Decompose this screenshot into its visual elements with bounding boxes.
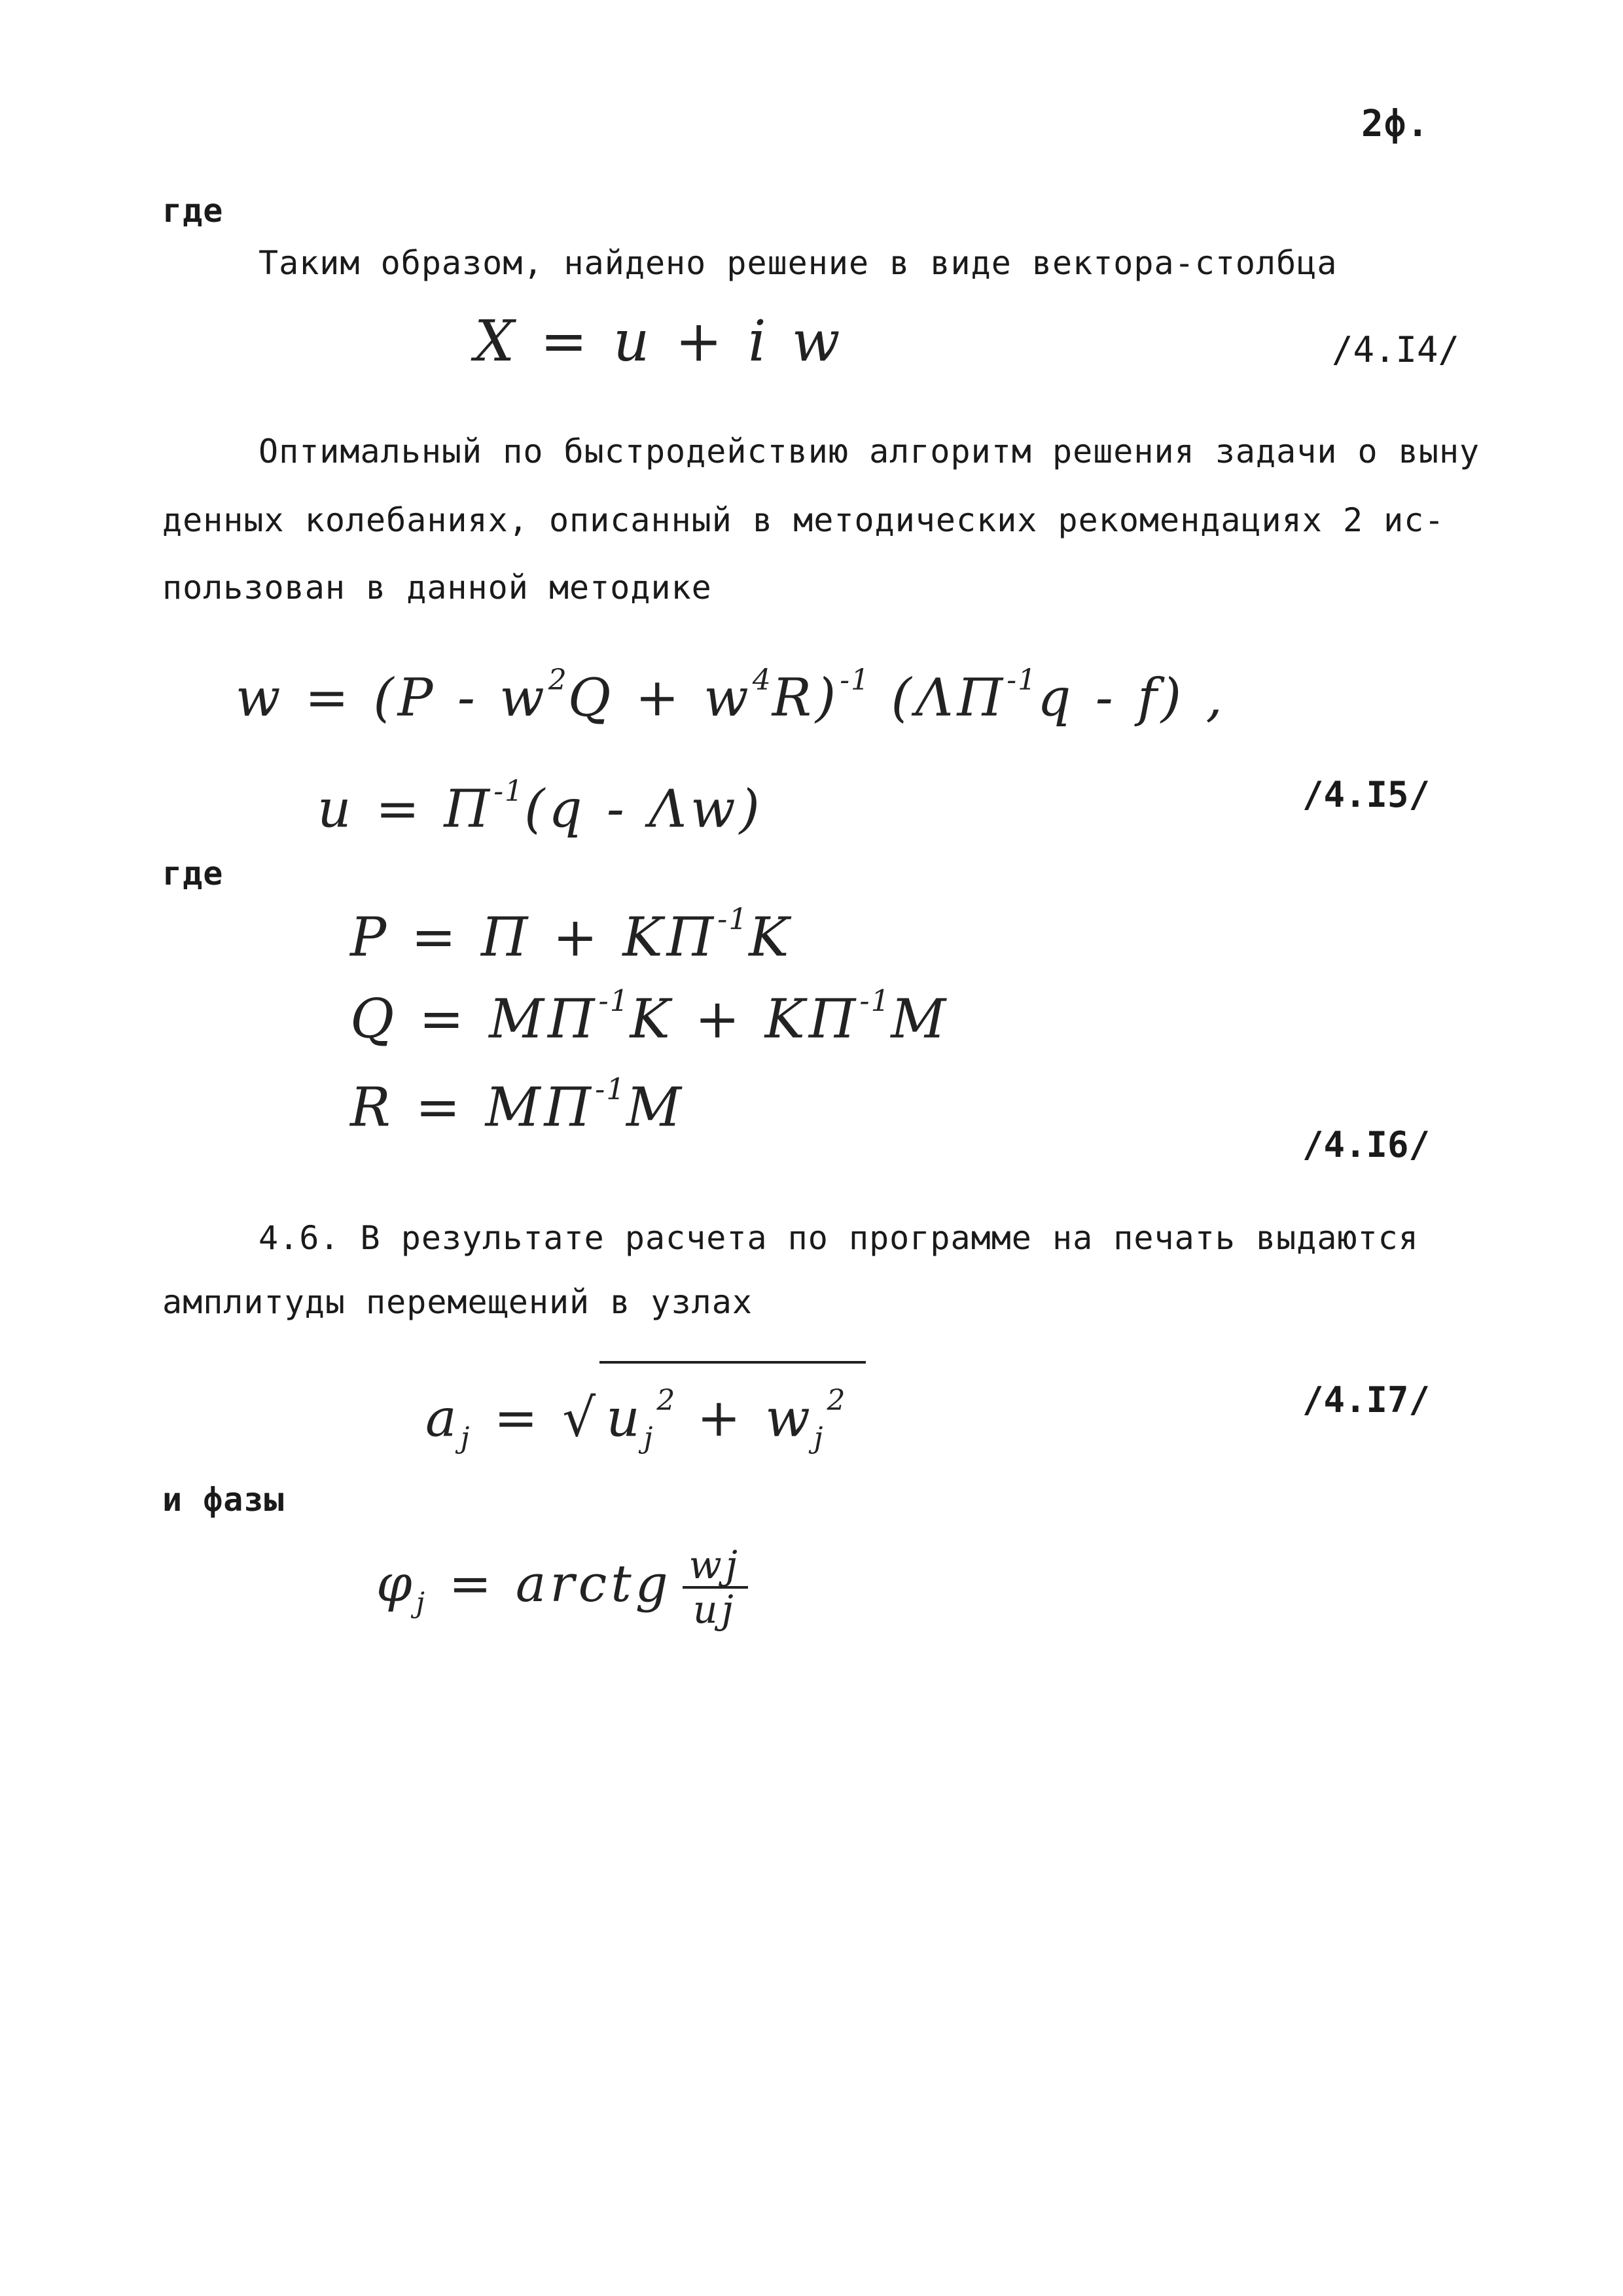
formula-4-14: X = u + i w (474, 309, 844, 374)
formula-4-15-w: $w = (P - w^2Q + w^4R)^{-1}$ $(\Lambda\Pi^{-1}q - f)$ , (236, 663, 1226, 728)
paragraph-line: 4.6. В результате расчета по программе на печать выдаются (259, 1219, 1419, 1257)
formula-4-15-u: $u = \Pi^{-1}(q - \Lambda w)$ (317, 775, 764, 839)
and-phases-label: и фазы (162, 1481, 285, 1519)
paragraph-line: денных колебаниях, описанный в методических рекомендациях 2 ис- (162, 501, 1445, 539)
page-number: 2ф. (1361, 103, 1430, 145)
paragraph-line: Таким образом, найдено решение в виде вектора-столбца (259, 244, 1338, 282)
paragraph-line: Оптимальный по быстродействию алгоритм решения задачи о выну (259, 433, 1480, 470)
where-label: где (162, 192, 224, 230)
formula-4-16-p: $P = \Pi + K\Pi^{-1}K$ (350, 902, 793, 969)
equation-number: /4.I7/ (1302, 1379, 1431, 1421)
equation-number: /4.I5/ (1302, 774, 1431, 815)
formula-phase: $\varphi_j$ = arctg $\frac{wj}{uj}$ (376, 1544, 748, 1639)
equation-number: /4.I6/ (1302, 1124, 1431, 1165)
formula-4-16-r: $R = M\Pi^{-1}M$ (350, 1072, 685, 1139)
formula-4-16-q: $Q = M\Pi^{-1}K + K\Pi^{-1}M$ (350, 983, 950, 1051)
paragraph-line: амплитуды перемещений в узлах (162, 1283, 753, 1321)
formula-4-17: $a_j$ = √ $u_j^2 + w_j^2$ (425, 1361, 866, 1474)
where-label: где (162, 855, 224, 892)
equation-number: /4.I4/ (1332, 329, 1460, 370)
fraction: $\frac{wj}{uj}$ (683, 1544, 748, 1631)
paragraph-line: пользован в данной методике (162, 569, 712, 607)
